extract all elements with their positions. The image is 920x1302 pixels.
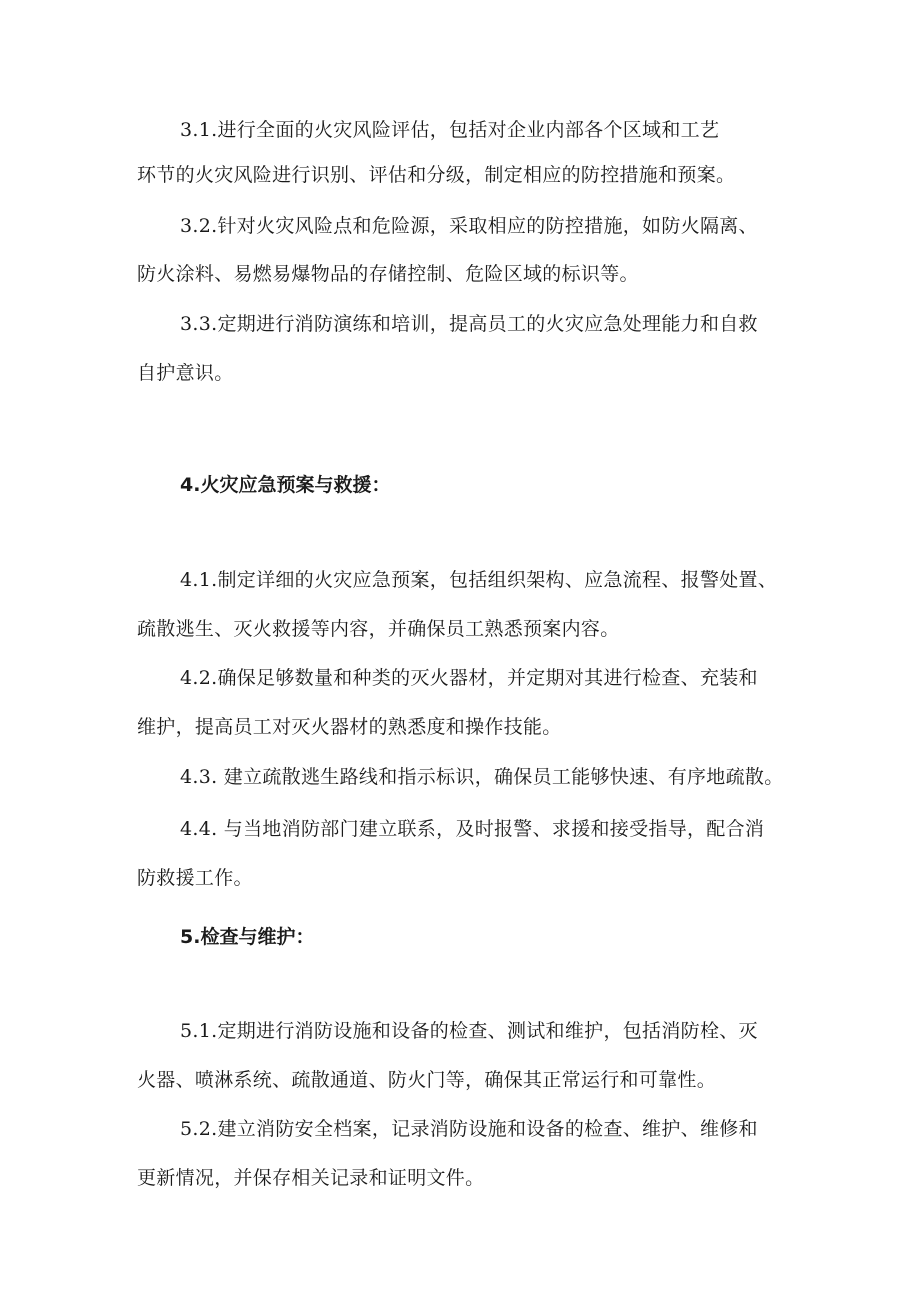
para-5-2-line-2: 更新情况，并保存相关记录和证明文件。 [137, 1167, 485, 1189]
para-5-1-line-2: 火器、喷淋系统、疏散通道、防火门等，确保其正常运行和可靠性。 [137, 1069, 717, 1091]
para-4-3-line-1: 4.3. 建立疏散逃生路线和指示标识，确保员工能够快速、有序地疏散。 [180, 766, 784, 788]
para-4-2-line-1: 4.2.确保足够数量和种类的灭火器材，并定期对其进行检查、充装和 [180, 667, 758, 689]
para-3-3-line-2: 自护意识。 [137, 362, 234, 384]
para-4-1-line-1: 4.1.制定详细的火灾应急预案，包括组织架构、应急流程、报警处置、 [180, 569, 778, 591]
para-3-2-line-1: 3.2.针对火灾风险点和危险源，采取相应的防控措施，如防火隔离、 [180, 215, 758, 237]
para-5-2-line-1: 5.2.建立消防安全档案，记录消防设施和设备的检查、维护、维修和 [180, 1118, 758, 1140]
para-4-4-line-1: 4.4. 与当地消防部门建立联系，及时报警、求援和接受指导，配合消 [180, 818, 765, 840]
para-4-1-line-2: 疏散逃生、灭火救援等内容，并确保员工熟悉预案内容。 [137, 618, 620, 640]
para-3-2-line-2: 防火涂料、易燃易爆物品的存储控制、危险区域的标识等。 [137, 263, 639, 285]
para-3-1-line-1: 3.1.进行全面的火灾风险评估，包括对企业内部各个区域和工艺 [180, 119, 720, 141]
para-4-2-line-2: 维护，提高员工对灭火器材的熟悉度和操作技能。 [137, 716, 562, 738]
para-3-1-line-2: 环节的火灾风险进行识别、评估和分级，制定相应的防控措施和预案。 [137, 164, 736, 186]
para-4-4-line-2: 防救援工作。 [137, 867, 253, 889]
section-5-heading: 5.检查与维护： [180, 926, 315, 948]
para-5-1-line-1: 5.1.定期进行消防设施和设备的检查、测试和维护，包括消防栓、灭 [180, 1020, 758, 1042]
para-3-3-line-1: 3.3.定期进行消防演练和培训，提高员工的火灾应急处理能力和自救 [180, 313, 758, 335]
section-4-heading: 4.火灾应急预案与救援： [180, 474, 391, 496]
